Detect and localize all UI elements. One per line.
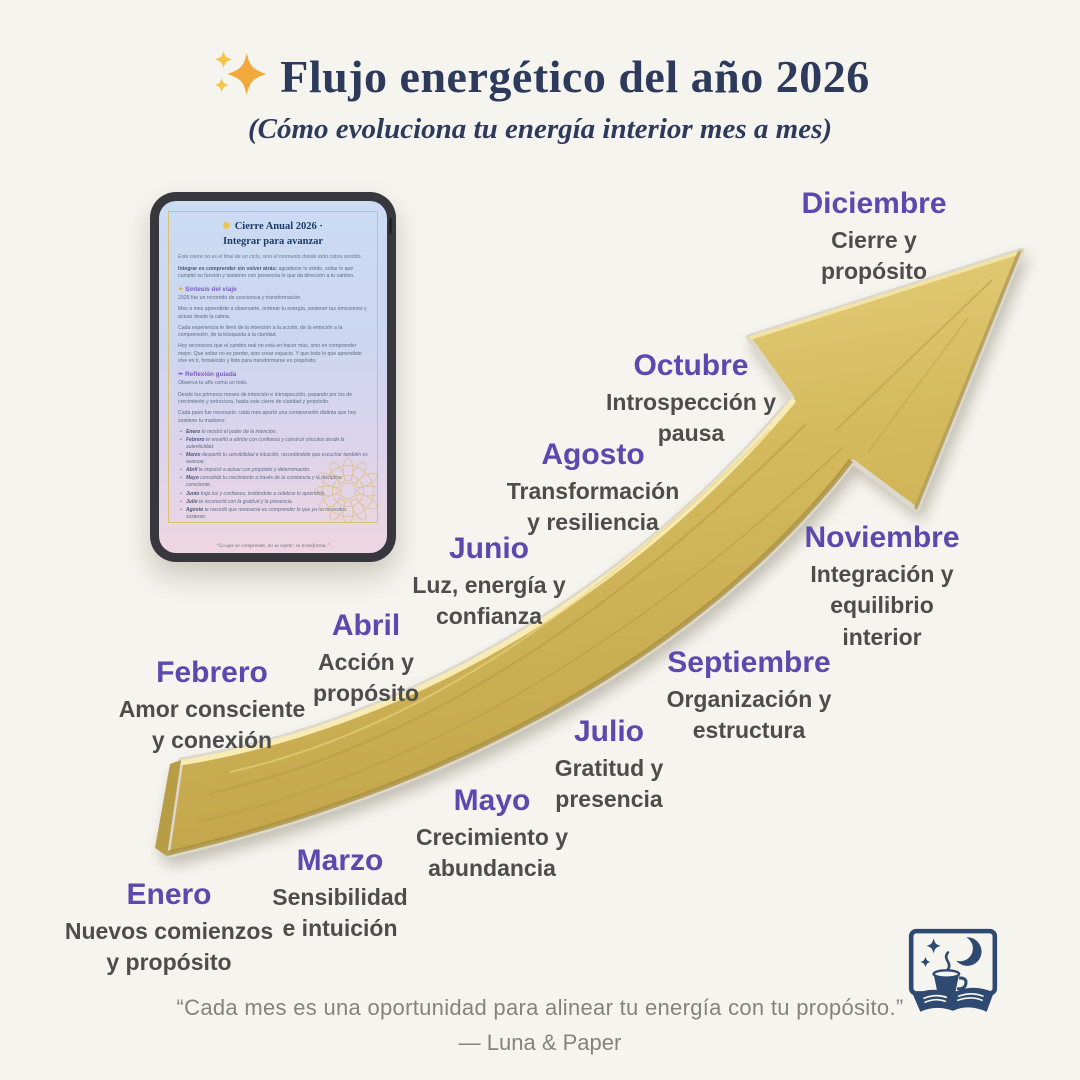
- document-paragraph: Desde los primeros meses de intención e introspección, pasando por los de crecimiento y estructura, hasta este cierre de claridad y propósito.: [178, 391, 353, 406]
- mandala-decoration: [309, 452, 378, 523]
- month-theme: estructura: [692, 717, 806, 744]
- month-theme: Nuevos comienzos: [64, 918, 274, 944]
- month-theme: Amor consciente: [118, 696, 306, 722]
- month-name: Abril: [331, 609, 401, 642]
- tablet-footer-quote: “Lo que se comprende, no se repite: se transforma.”: [216, 543, 330, 549]
- document-month-bullet: • Enero te mostró el poder de la intención.: [186, 429, 368, 436]
- document-month-bullet: • Abril te impulsó a actuar con propósito y determinación.: [186, 467, 368, 474]
- sparkle-icon: ✦: [178, 286, 186, 294]
- document-paragraph: Hoy reconoces que el cambio real no está en hacer más, sino en comprender mejor. Que soltar no es perder, sino crear espacio. Y que todo lo que aprendiste vive en ti, fortalecido y listo para transformarse en propósito.: [178, 343, 362, 365]
- tablet-side-button: [389, 218, 392, 234]
- month-theme: confianza: [435, 603, 543, 630]
- month-theme: Luz, energía y: [412, 572, 566, 598]
- month-name: Diciembre: [801, 187, 947, 220]
- month-label-julio: [555, 715, 664, 816]
- month-theme: Integración y: [810, 561, 954, 587]
- month-label-enero: [65, 878, 273, 979]
- month-label-septiembre: [667, 646, 832, 747]
- document-section-heading: ✦ Síntesis del viaje: [178, 286, 237, 294]
- month-theme: Organización y: [666, 686, 832, 712]
- page-title: Flujo energético del año 2026: [280, 51, 870, 102]
- month-label-agosto: [507, 438, 680, 539]
- month-theme: Gratitud y: [554, 755, 664, 781]
- month-theme: y propósito: [106, 949, 232, 976]
- month-theme: y conexión: [151, 727, 273, 754]
- month-name: Agosto: [541, 438, 645, 471]
- full-moon-icon: [223, 222, 230, 229]
- document-intro-italic: Este cierre no es el final de un ciclo, sino el momento donde todo cobra sentido.: [178, 254, 362, 261]
- crescent-moon-icon: [947, 936, 981, 966]
- month-theme: Acción y: [318, 649, 414, 675]
- month-label-abril: [313, 609, 419, 710]
- month-theme: interior: [842, 623, 922, 650]
- month-label-octubre: [606, 349, 776, 450]
- month-name: Mayo: [453, 784, 531, 817]
- month-label-diciembre: [801, 187, 946, 288]
- month-name: Marzo: [296, 844, 384, 877]
- document-month-bullet: [186, 522, 368, 523]
- month-theme: equilibrio: [830, 592, 934, 619]
- month-name: Febrero: [156, 656, 268, 689]
- header: [0, 50, 1080, 146]
- month-theme: e intuición: [282, 915, 398, 942]
- document-paragraph: Cada paso fue necesario: cada mes aportó una comprensión distinta que hoy sostiene tu madurez.: [178, 410, 357, 424]
- month-name: Julio: [573, 715, 644, 748]
- document-paragraph: Observa tu año como un todo.: [178, 380, 248, 387]
- page-subtitle: (Cómo evoluciona tu energía interior mes a mes): [247, 113, 833, 145]
- month-name: Noviembre: [804, 521, 960, 554]
- month-theme: Transformación: [506, 478, 680, 504]
- document-paragraph: Mes a mes aprendiste a observarte, ordenar tu energía, sostener tus emociones y actuar desde la calma.: [178, 306, 367, 320]
- tablet-mockup: [150, 192, 396, 562]
- month-label-marzo: [272, 844, 407, 945]
- month-theme: Introspección y: [606, 389, 776, 415]
- month-name: Septiembre: [667, 646, 831, 679]
- document-paragraph: 2026 fue un recorrido de conciencia y transformación.: [178, 295, 302, 302]
- luna-and-paper-logo: [902, 924, 1004, 1026]
- document-paragraph: Cada experiencia te llevó de la intención a la acción, de la emoción a la comprensión, de la búsqueda a la claridad.: [178, 324, 343, 339]
- sparkle-stars-icon: [920, 938, 940, 967]
- month-name: Octubre: [633, 349, 749, 382]
- document-month-bullet: • Julio te reconectó con la gratitud y la presencia.: [186, 499, 368, 506]
- document-intro: Integrar es comprender sin volver atrás: agradecer lo vivido, soltar lo que cumplió su función y sostener con presencia lo que da dirección a tu camino.: [178, 265, 355, 280]
- month-label-mayo: [416, 784, 568, 885]
- month-theme: propósito: [312, 680, 420, 707]
- document-month-bullet: • Febrero te enseñó a abrirte con confianza y construir vínculos desde la autenticidad.: [186, 437, 368, 451]
- month-label-noviembre: [804, 521, 959, 653]
- month-name: Junio: [449, 532, 529, 565]
- footer-author: — Luna & Paper: [458, 1030, 622, 1055]
- document-title: Cierre Anual 2026 · Integrar para avanzar: [222, 221, 324, 247]
- month-theme: Sensibilidad: [272, 884, 408, 910]
- sparkles-icon: [210, 45, 268, 103]
- month-label-febrero: [119, 656, 306, 757]
- document-month-bullet: • Agosto te recordó que renovarse es comprender lo que ya no necesitas sostener.: [186, 507, 368, 521]
- pen-icon: ✒: [178, 371, 186, 379]
- document-month-bullet: • Junio trajo luz y confianza, invitándote a celebrar lo aprendido.: [186, 491, 368, 498]
- month-theme: Crecimiento y: [415, 824, 569, 850]
- month-theme: Cierre y: [831, 227, 917, 253]
- document-month-bullet: • Marzo despertó tu sensibilidad e intuición, recordándote que escuchar también es avanzar.: [186, 452, 368, 466]
- month-label-junio: [412, 532, 565, 633]
- document-month-bullet: • Mayo consolidó tu crecimiento a través de la constancia y la disciplina consciente.: [186, 475, 368, 489]
- month-theme: abundancia: [428, 855, 556, 882]
- month-theme: pausa: [657, 420, 725, 447]
- month-theme: y resiliencia: [527, 509, 659, 536]
- month-theme: propósito: [820, 258, 928, 285]
- document-section-heading: ✒ Reflexión guiada: [178, 371, 237, 379]
- month-name: Enero: [126, 878, 212, 911]
- tablet-screen: [159, 201, 387, 553]
- footer-quote: “Cada mes es una oportunidad para alinear tu energía con tu propósito.”: [176, 995, 904, 1020]
- month-theme: presencia: [555, 786, 663, 813]
- document-preview: [168, 211, 378, 523]
